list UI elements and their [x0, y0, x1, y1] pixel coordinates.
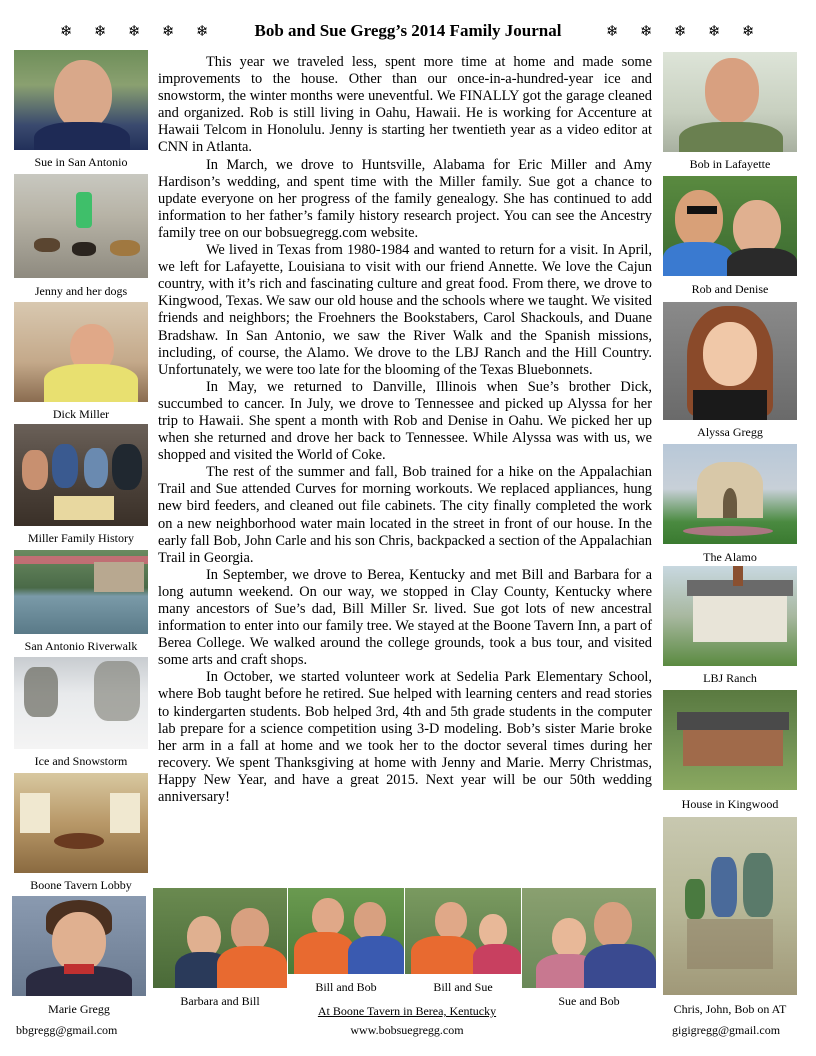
photo-caption: Bill and Bob [315, 980, 377, 994]
paragraph: In March, we drove to Huntsville, Alabama for Eric Miller and Amy Hardison’s wedding, and spent time with the Miller family. Sue got a chance to update everyone on her progress of the family genealogy. She has continued to add information to her father’s family history research project. You can see the Ancestry family tree on our bobsuegregg.com website. [158, 156, 652, 241]
photo-caption: Bob in Lafayette [689, 157, 771, 171]
photo-the-alamo [663, 444, 797, 544]
snowflake-icon: ❄ [674, 22, 687, 40]
photo-miller-family-history [14, 424, 148, 526]
photo-caption: Jenny and her dogs [34, 284, 128, 298]
photo-rob-denise [663, 176, 797, 276]
photo-caption: Sue and Bob [558, 994, 620, 1008]
snowflake-icon: ❄ [162, 22, 175, 40]
photo-sue-san-antonio [14, 50, 148, 150]
photo-bob-lafayette [663, 52, 797, 152]
photo-lbj-ranch [663, 566, 797, 666]
photo-caption: Dick Miller [52, 407, 110, 421]
snowflake-icon: ❄ [742, 22, 755, 40]
photo-caption: LBJ Ranch [703, 671, 757, 685]
photo-boone-tavern-lobby [14, 773, 148, 873]
photo-bill-sue [405, 888, 521, 974]
photo-caption: Marie Gregg [48, 1002, 110, 1016]
photo-caption: Sue in San Antonio [34, 155, 128, 169]
bottom-strip-caption: At Boone Tavern in Berea, Kentucky [317, 1004, 497, 1018]
photo-caption: Ice and Snowstorm [34, 754, 128, 768]
paragraph: In May, we returned to Danville, Illinois when Sue’s brother Dick, succumbed to cancer. In July, we drove to Tennessee and picked up Alyssa for her trip to Hawaii. She spent a month with Rob and Denise in Oahu. We picked her up when she returned and drove her back to Tennessee. While Alyssa was with us, we shopped and visited the World of Coke. [158, 378, 652, 464]
photo-barbara-bill [153, 888, 287, 988]
photo-house-kingwood [663, 690, 797, 790]
footer-email-left[interactable]: bbgregg@gmail.com [16, 1023, 118, 1037]
photo-san-antonio-riverwalk [14, 550, 148, 634]
snowflake-icon: ❄ [196, 22, 209, 40]
photo-caption: House in Kingwood [681, 797, 779, 811]
photo-caption: Bill and Sue [433, 980, 493, 994]
snowflake-icon: ❄ [640, 22, 653, 40]
photo-marie-gregg [12, 896, 146, 996]
photo-caption: Chris, John, Bob on AT [673, 1002, 787, 1016]
photo-caption: Boone Tavern Lobby [30, 878, 132, 892]
photo-caption: Rob and Denise [691, 282, 769, 296]
photo-caption: Miller Family History [28, 531, 134, 545]
photo-caption: Barbara and Bill [180, 994, 260, 1008]
page-title: Bob and Sue Gregg’s 2014 Family Journal [254, 21, 562, 40]
snowflake-icon: ❄ [128, 22, 141, 40]
photo-chris-john-bob-at [663, 817, 797, 995]
snowflake-icon: ❄ [708, 22, 721, 40]
paragraph: In September, we drove to Berea, Kentucky and met Bill and Barbara for a long autumn weekend. On our way, we stopped in Clay County, Kentucky where many ancestors of Sue’s dad, Bill Miller Sr. lived. Sue got lots of new ancestral information to enter into our family tree. We stayed at the Boone Tavern Inn, a part of Berea College. We walked around the college grounds, took a bus tour, and visited some arts and craft shops. [158, 566, 652, 669]
snowflake-icon: ❄ [94, 22, 107, 40]
paragraph: This year we traveled less, spent more time at home and made some improvements to the house. Other than our once-in-a-hundred-year ice and snowstorm, the winter months were uneventful. We FINALLY got the garage cleaned and organized. Rob is still living in Oahu, Hawaii. He is working for Accenture at Hawaii Telcom in Honolulu. Jenny is starting her twentieth year as a video editor at CNN in Atlanta. [158, 54, 652, 156]
photo-jenny-dogs [14, 174, 148, 278]
photo-dick-miller [14, 302, 148, 402]
footer-website[interactable]: www.bobsuegregg.com [350, 1023, 464, 1037]
snowflake-icon: ❄ [606, 22, 619, 40]
paragraph: We lived in Texas from 1980-1984 and wanted to return for a visit. In April, we left for Lafayette, Louisiana to visit with our friend Annette. We love the Cajun country, with it’s rich and fascinating culture and great food. From there, we drove to Kingwood, Texas. We saw our old house and the schools where we taught. We visited friends and neighbors; the Froehners the Bookstabers, Carol Shackouls, and Duane Bradshaw. In San Antonio, we saw the River Walk and the Spanish missions, including, of course, the Alamo. We drove to the LBJ Ranch and the Hill Country. Unfortunately, we were too late for the blooming of the Texas Bluebonnets. [158, 242, 652, 378]
page-header [0, 20, 816, 42]
footer-email-right[interactable]: gigigregg@gmail.com [672, 1023, 781, 1037]
photo-ice-snowstorm [14, 657, 148, 749]
photo-caption: San Antonio Riverwalk [24, 639, 138, 653]
photo-sue-bob [522, 888, 656, 988]
paragraph: In October, we started volunteer work at Sedelia Park Elementary School, where Bob taught before he retired. Sue helped with learning centers and read stories to kindergarten students. Bob helped 3rd, 4th and 5th grade students in the computer lab prepare for a science competition using 3-D modeling. Bob’s sister Marie broke her arm in a fall at home and we took her to the doctor several times during her recovery. We spent Thanksgiving at home with Jenny and Marie. Merry Christmas, Happy New Year, and have a great 2015. Next year will be our 50th wedding anniversary! [158, 669, 652, 806]
journal-body [158, 54, 652, 806]
paragraph: The rest of the summer and fall, Bob trained for a hike on the Appalachian Trail and Sue attended Curves for morning workouts. We replaced appliances, hung new bird feeders, and cleaned out file cabinets. The city finally completed the work on a new neighborhood water main located in the street in front of our house. In the early fall Bob, John Carle and his son Chris, backpacked a section of the Appalachian Trail in Georgia. [158, 464, 652, 566]
photo-bill-bob [288, 888, 404, 974]
photo-caption: Alyssa Gregg [697, 425, 763, 439]
photo-alyssa-gregg [663, 302, 797, 420]
photo-caption: The Alamo [703, 550, 757, 564]
snowflake-icon: ❄ [60, 22, 73, 40]
